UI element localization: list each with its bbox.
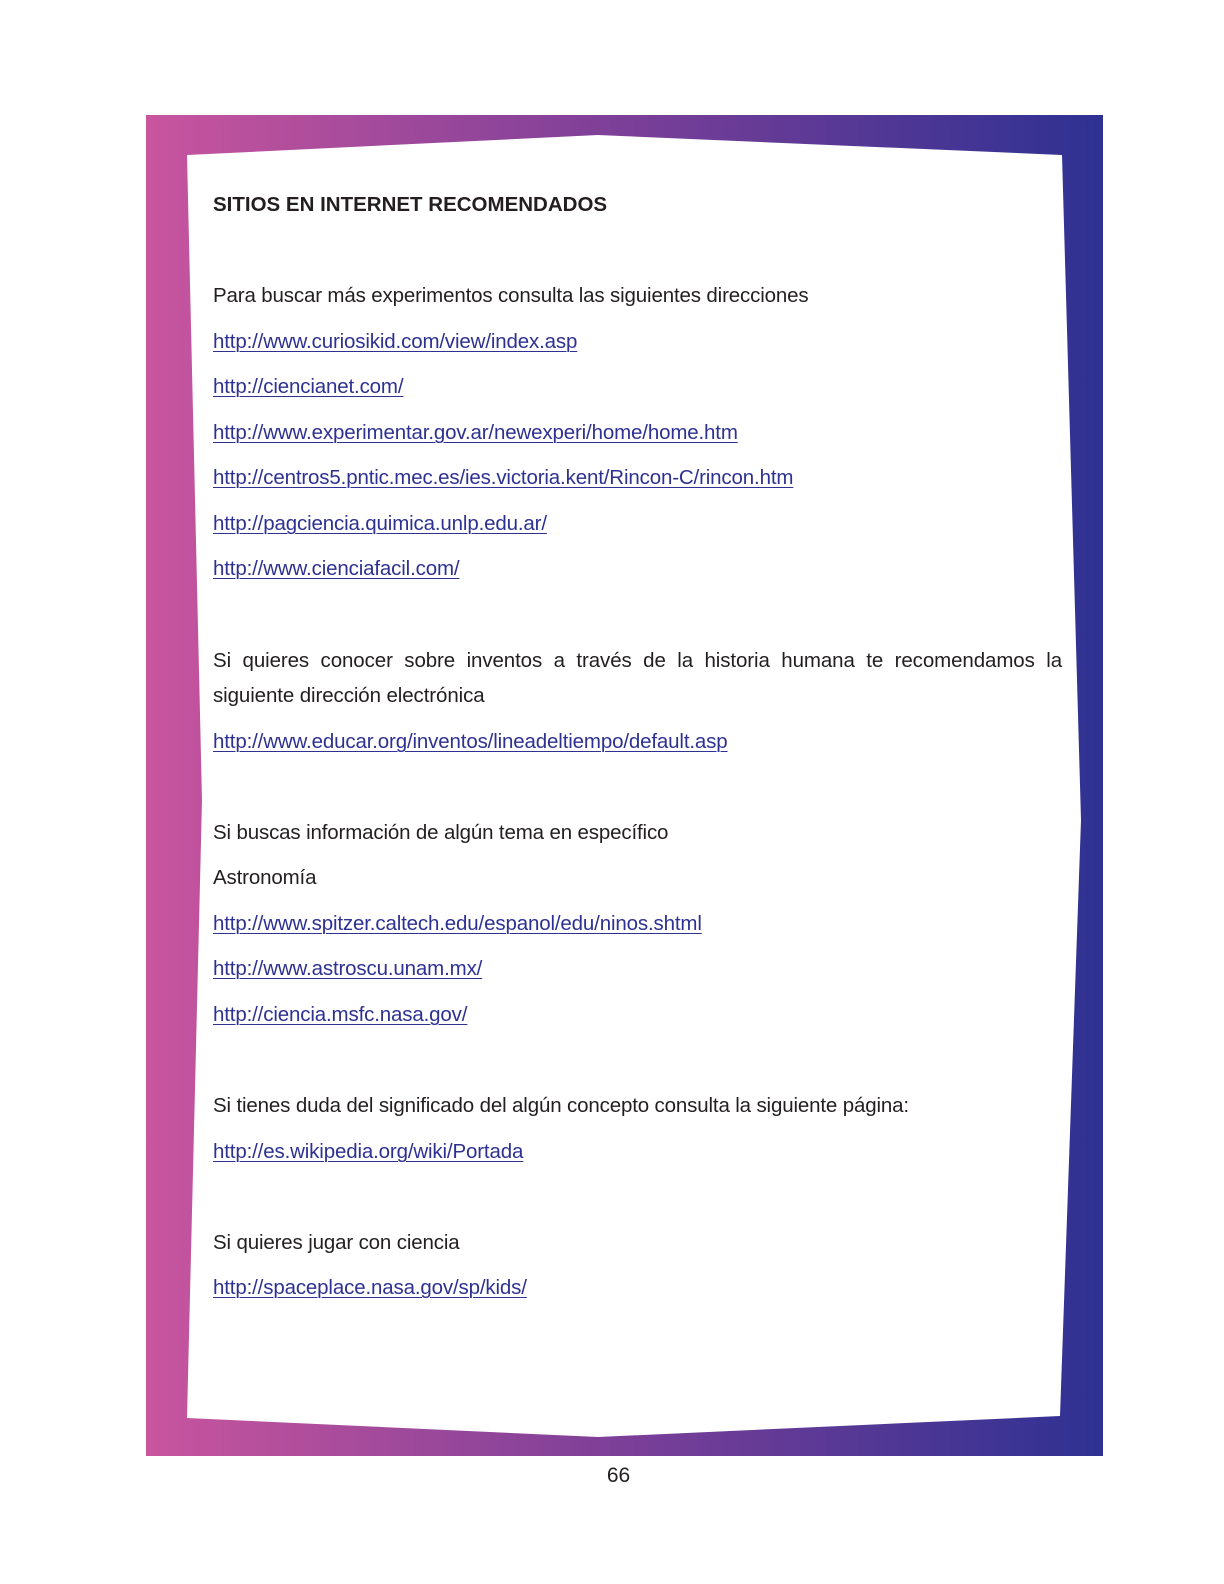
- page-title: SITIOS EN INTERNET RECOMENDADOS: [213, 193, 608, 216]
- page-number: 66: [606, 1464, 631, 1487]
- inventions-intro: Si quieres conocer sobre inventos a través de la historia humana te recomendamos la siguiente dirección electrónica: [213, 649, 1062, 707]
- link-cienciafacil[interactable]: http://www.cienciafacil.com/: [213, 557, 460, 580]
- link-wikipedia[interactable]: http://es.wikipedia.org/wiki/Portada: [213, 1140, 524, 1163]
- link-astroscu[interactable]: http://www.astroscu.unam.mx/: [213, 957, 483, 980]
- link-spaceplace[interactable]: http://spaceplace.nasa.gov/sp/kids/: [213, 1276, 527, 1299]
- link-educar[interactable]: http://www.educar.org/inventos/lineadeltiempo/default.asp: [213, 730, 728, 753]
- games-intro: Si quieres jugar con ciencia: [213, 1231, 460, 1254]
- link-pagciencia[interactable]: http://pagciencia.quimica.unlp.edu.ar/: [213, 512, 547, 535]
- link-curiosikid[interactable]: http://www.curiosikid.com/view/index.asp: [213, 330, 578, 353]
- topics-intro: Si buscas información de algún tema en específico: [213, 821, 669, 844]
- link-ciencianet[interactable]: http://ciencianet.com/: [213, 375, 404, 398]
- subtopic-astronomia: Astronomía: [213, 866, 317, 889]
- link-experimentar[interactable]: http://www.experimentar.gov.ar/newexperi/home/home.htm: [213, 421, 738, 444]
- concepts-intro: Si tienes duda del significado del algún concepto consulta la siguiente página:: [213, 1094, 909, 1117]
- link-spitzer[interactable]: http://www.spitzer.caltech.edu/espanol/edu/ninos.shtml: [213, 912, 702, 935]
- link-ciencia-nasa[interactable]: http://ciencia.msfc.nasa.gov/: [213, 1003, 468, 1026]
- experiments-intro: Para buscar más experimentos consulta las siguientes direcciones: [213, 284, 809, 307]
- link-centros5[interactable]: http://centros5.pntic.mec.es/ies.victoria.kent/Rincon-C/rincon.htm: [213, 466, 794, 489]
